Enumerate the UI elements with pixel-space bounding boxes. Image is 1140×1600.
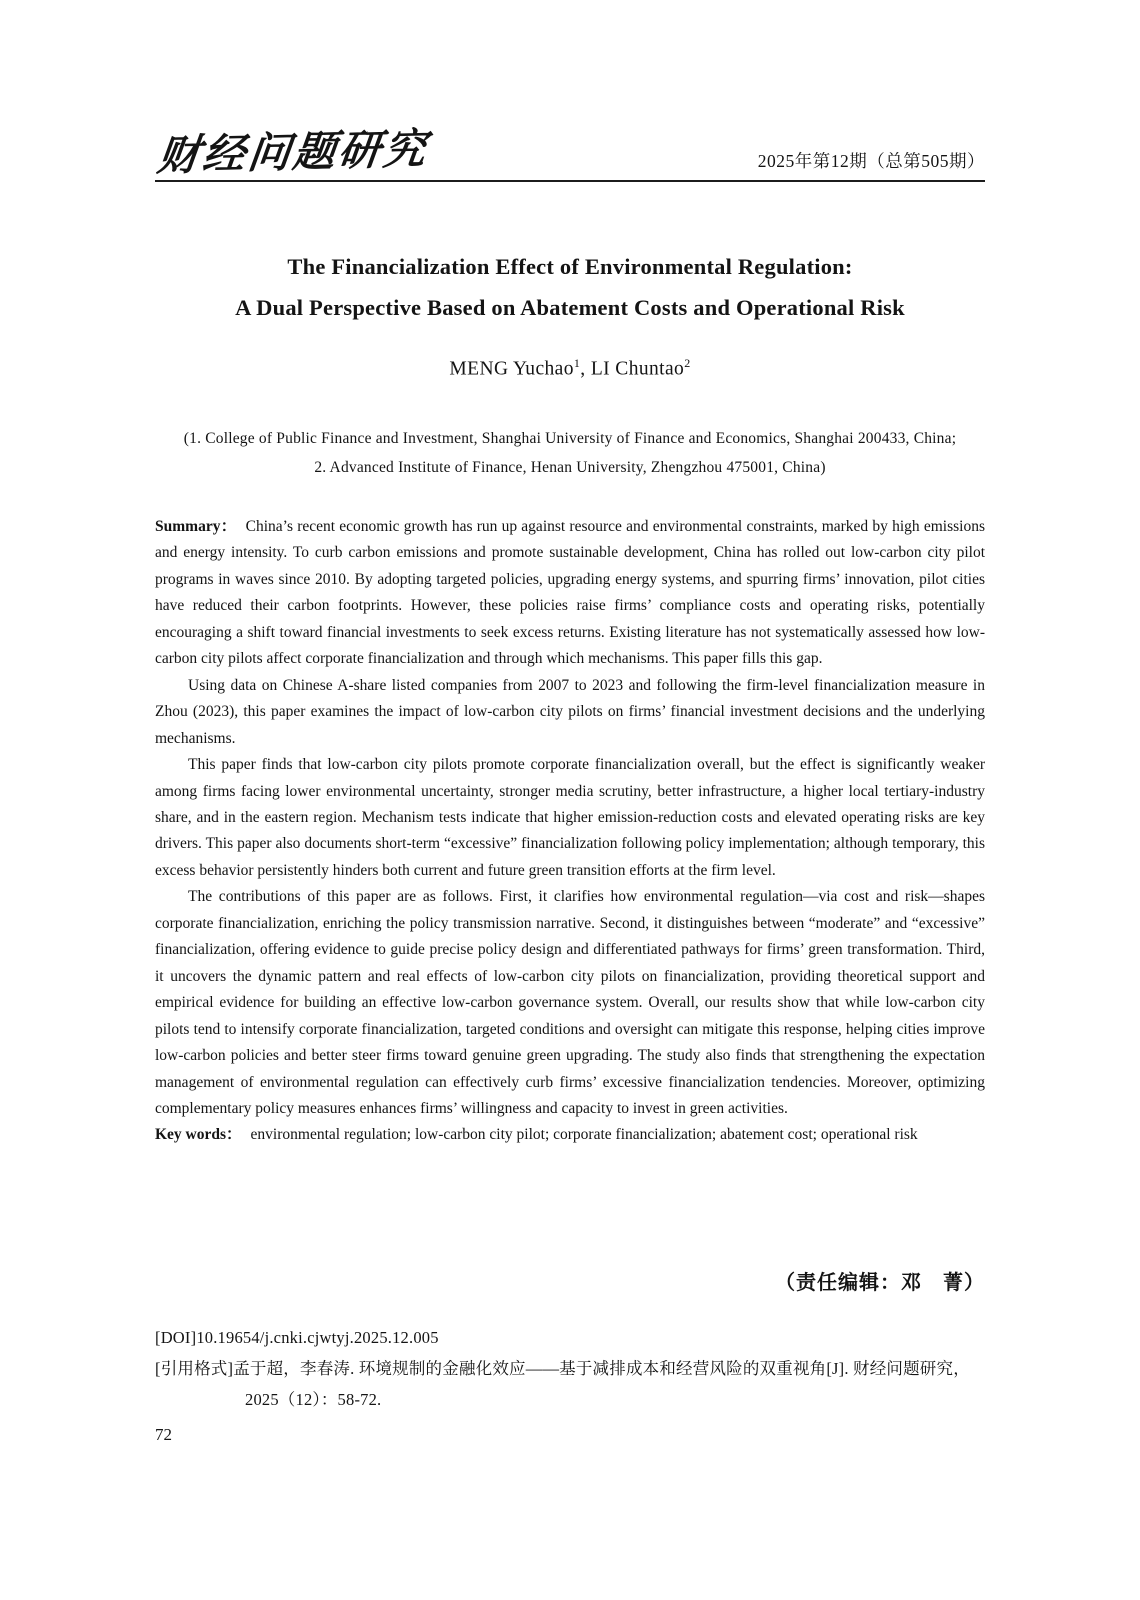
summary-paragraph-1 <box>155 514 985 673</box>
keywords-line <box>155 1122 985 1148</box>
managing-editor-note: （责任编辑：邓 菁） <box>775 1272 985 1294</box>
abstract-section <box>155 514 985 1149</box>
summary-paragraph-3: This paper finds that low-carbon city pilots promote corporate financialization overall, but the effect is significantly weaker among firms facing lower environmental uncertainty, stronger media scrutiny, better infrastructure, a higher local tertiary-industry share, and in the eastern region. Mechanism tests indicate that higher emission-reduction costs and elevated operating risks are key drivers. This paper also documents short-term “excessive” financialization following policy implementation; although temporary, this excess behavior persistently hinders both current and future green transition efforts at the firm level. <box>155 756 985 879</box>
citation-line-2: 2025（12）：58-72. <box>245 1390 382 1409</box>
page-number: 72 <box>155 1425 172 1444</box>
issue-info: 2025年第12期（总第505期） <box>757 150 985 171</box>
summary-label: Summary： <box>155 518 237 535</box>
author-2-affiliation-mark: 2 <box>684 356 691 370</box>
authors-line <box>0 356 1140 381</box>
author-1-affiliation-mark: 1 <box>573 356 581 370</box>
author-1-name: MENG Yuchao <box>449 358 574 380</box>
summary-paragraph-4: The contributions of this paper are as follows. First, it clarifies how environmental regulation—via cost and risk—shapes corporate financialization, enriching the policy transmission narrative. Second, it distinguishes between “moderate” and “excessive” financialization, offering evidence to guide precise policy design and differentiated pathways for firms’ green transformation. Third, it uncovers the dynamic pattern and real effects of low-carbon city pilots on financialization, providing theoretical support and empirical evidence for building an effective low-carbon governance system. Overall, our results show that while low-carbon city pilots tend to intensify corporate financialization, targeted conditions and oversight can mitigate this response, helping cities improve low-carbon policies and better steer firms toward genuine green upgrading. The study also finds that strengthening the expectation management of environmental regulation can effectively curb firms’ excessive financialization tendencies. Moreover, optimizing complementary policy measures enhances firms’ willingness and capacity to invest in green activities. <box>155 888 985 1117</box>
keywords-label: Key words： <box>155 1126 242 1144</box>
summary-paragraph-1-text: China’s recent economic growth has run up against resource and environmental constraints, marked by high emissions and energy intensity. To curb carbon emissions and promote sustainable development, China has rolled out low-carbon city pilot programs in waves since 2010. By adopting targeted policies, upgrading energy systems, and spurring firms’ innovation, pilot cities have reduced their carbon footprints. However, these policies raise firms’ compliance costs and operating risks, potentially encouraging a shift toward financial investments to seek excess returns. Existing literature has not systematically assessed how low-carbon city pilots affect corporate financialization and through which mechanisms. This paper fills this gap. <box>155 518 985 668</box>
author-2-name: LI Chuntao <box>590 358 685 380</box>
article-title <box>0 247 1140 328</box>
title-line-2: A Dual Perspective Based on Abatement Costs and Operational Risk <box>235 294 905 320</box>
header-divider <box>155 180 985 182</box>
affiliation-line-1: (1. College of Public Finance and Investment, Shanghai University of Finance and Economics, Shanghai 200433, China; <box>183 430 957 447</box>
journal-header <box>155 118 985 180</box>
doi-citation-block <box>155 1322 985 1415</box>
keywords-text: environmental regulation; low-carbon city pilot; corporate financialization; abatement cost; operational risk <box>250 1126 918 1144</box>
summary-paragraph-2: Using data on Chinese A-share listed companies from 2007 to 2023 and following the firm-level financialization measure in Zhou (2023), this paper examines the impact of low-carbon city pilots on firms’ financial investment decisions and the underlying mechanisms. <box>155 676 985 747</box>
authors-separator: , <box>580 358 591 380</box>
citation-line-1: [引用格式]孟于超，李春涛. 环境规制的金融化效应——基于减排成本和经营风险的双重视角[J]. 财经问题研究， <box>155 1359 970 1378</box>
title-line-1: The Financialization Effect of Environmental Regulation: <box>287 254 853 279</box>
affiliations <box>0 424 1140 482</box>
journal-logo: 财经问题研究 <box>155 126 432 180</box>
doi-line: [DOI]10.19654/j.cnki.cjwtyj.2025.12.005 <box>155 1328 439 1347</box>
affiliation-line-2: 2. Advanced Institute of Finance, Henan University, Zhengzhou 475001, China) <box>314 459 826 476</box>
